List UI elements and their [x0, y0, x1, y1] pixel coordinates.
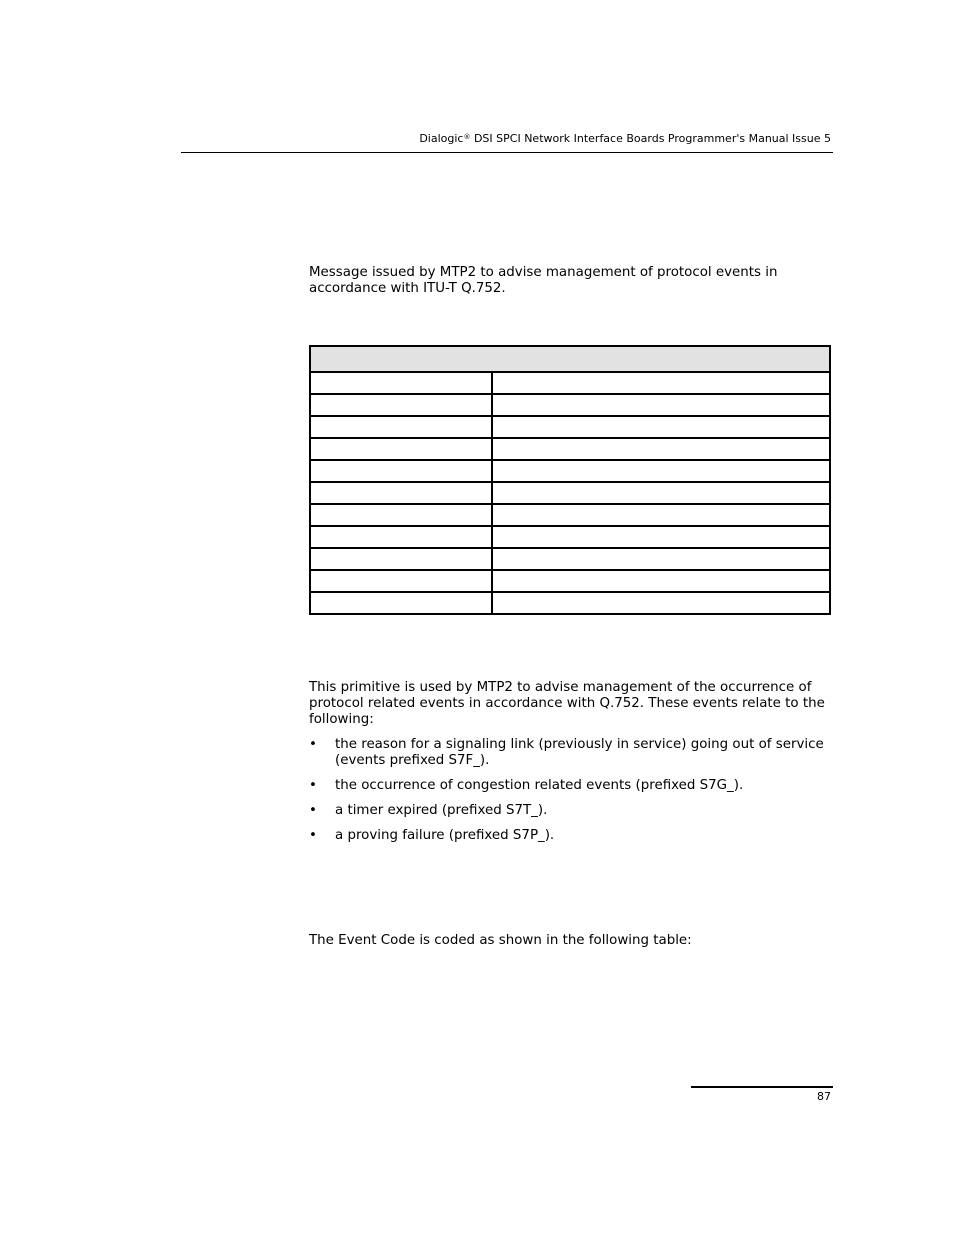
table-row — [310, 438, 830, 460]
table-cell — [310, 394, 492, 416]
table-cell — [492, 504, 830, 526]
table-cell — [310, 372, 492, 394]
table-row — [310, 416, 830, 438]
table-cell — [310, 460, 492, 482]
list-item-text: the reason for a signaling link (previously in service) going out of service (events prefixed S7F_). — [335, 737, 824, 768]
table-cell — [310, 592, 492, 614]
table-header-row — [310, 346, 830, 372]
message-format-table — [309, 345, 831, 615]
table-row — [310, 372, 830, 394]
table-cell — [310, 482, 492, 504]
list-item — [309, 803, 829, 819]
table-row — [310, 548, 830, 570]
table-row — [310, 394, 830, 416]
list-item-text: a timer expired (prefixed S7T_). — [335, 803, 548, 818]
table-cell — [492, 372, 830, 394]
bullet-icon: • — [309, 828, 317, 843]
table-row — [310, 592, 830, 614]
table-cell — [492, 416, 830, 438]
table-row — [310, 504, 830, 526]
table-cell — [310, 438, 492, 460]
table-cell — [310, 504, 492, 526]
table-cell — [492, 482, 830, 504]
table-cell — [492, 570, 830, 592]
page-number: 87 — [817, 1090, 831, 1103]
list-item — [309, 828, 829, 844]
table-cell — [492, 460, 830, 482]
bullet-icon: • — [309, 803, 317, 818]
event-code-paragraph: The Event Code is coded as shown in the following table: — [309, 933, 692, 948]
header-brand: Dialogic — [419, 132, 464, 145]
bullet-icon: • — [309, 778, 317, 793]
table-cell — [492, 438, 830, 460]
table-cell — [310, 548, 492, 570]
list-item — [309, 737, 829, 769]
table-cell — [492, 592, 830, 614]
table-row — [310, 482, 830, 504]
header-rule — [181, 152, 833, 153]
registered-mark: ® — [463, 133, 471, 141]
description-paragraph: This primitive is used by MTP2 to advise management of the occurrence of protocol related events in accordance with Q.752. These events relate to the following: — [309, 680, 825, 727]
table-cell — [310, 416, 492, 438]
header-title: DSI SPCI Network Interface Boards Programmer's Manual Issue 5 — [470, 132, 831, 145]
bullet-icon: • — [309, 737, 317, 752]
list-item-text: a proving failure (prefixed S7P_). — [335, 828, 555, 843]
list-item-text: the occurrence of congestion related events (prefixed S7G_). — [335, 778, 744, 793]
list-item — [309, 778, 829, 794]
event-category-list — [309, 737, 829, 853]
table-row — [310, 460, 830, 482]
table-cell — [492, 394, 830, 416]
table-cell — [310, 570, 492, 592]
table-header-cell — [310, 346, 830, 372]
intro-paragraph: Message issued by MTP2 to advise management of protocol events in accordance with ITU-T Q.752. — [309, 265, 778, 296]
table-row — [310, 526, 830, 548]
running-header — [380, 132, 831, 146]
table-cell — [492, 548, 830, 570]
table-cell — [310, 526, 492, 548]
footer-rule — [691, 1086, 833, 1088]
table-row — [310, 570, 830, 592]
table-cell — [492, 526, 830, 548]
